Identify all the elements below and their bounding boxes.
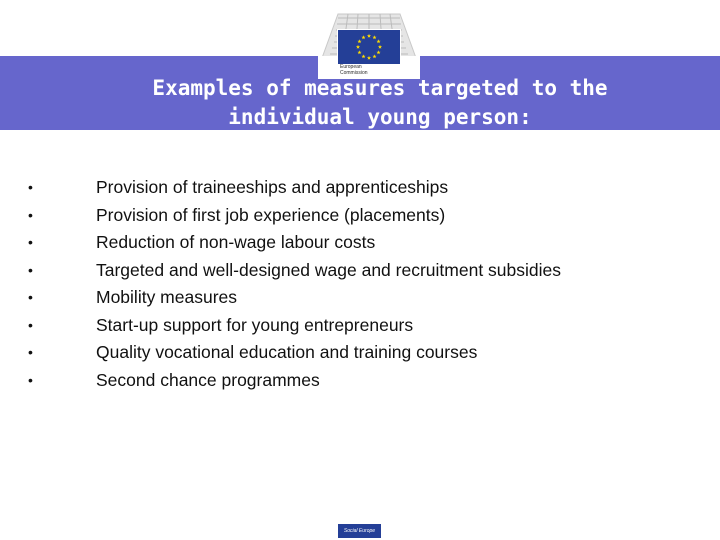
eu-star-icon	[376, 39, 380, 43]
bullet-dot-icon: •	[28, 234, 33, 250]
logo-text	[340, 64, 368, 76]
bullet-text: Quality vocational education and training courses	[96, 342, 478, 362]
bullet-list	[0, 174, 720, 394]
bullet-dot-icon: •	[28, 179, 33, 195]
bullet-text: Reduction of non-wage labour costs	[96, 232, 376, 252]
eu-star-icon	[378, 45, 382, 49]
bullet-item	[0, 229, 611, 257]
eu-star-icon	[357, 50, 361, 54]
bullet-text: Mobility measures	[96, 287, 238, 307]
bullet-text: Start-up support for young entrepreneurs	[96, 314, 414, 335]
eu-star-icon	[367, 34, 371, 38]
logo-line-1: European	[340, 64, 362, 70]
slide-title: Examples of measures targeted to the individual young person:	[152, 76, 608, 129]
bullet-dot-icon: •	[28, 344, 33, 360]
eu-star-icon	[376, 50, 380, 54]
bullet-item	[0, 284, 611, 312]
eu-star-icon	[357, 39, 361, 43]
bullet-text: Second chance programmes	[96, 369, 320, 390]
bullet-item	[0, 202, 611, 230]
bullet-text: Provision of first job experience (placements)	[96, 204, 446, 225]
eu-star-icon	[367, 56, 371, 60]
social-europe-badge: Social Europe	[338, 524, 381, 538]
bullet-dot-icon: •	[28, 206, 33, 223]
bullet-dot-icon: •	[28, 371, 33, 388]
bullet-item	[0, 174, 611, 202]
bullet-text: Targeted and well-designed wage and recruitment subsidies	[96, 259, 561, 280]
bullet-item	[0, 312, 611, 340]
eu-flag-icon	[337, 29, 401, 65]
bullet-dot-icon: •	[28, 316, 33, 333]
bullet-item	[0, 339, 611, 367]
eu-star-icon	[361, 54, 365, 58]
eu-star-icon	[372, 35, 376, 39]
eu-star-icon	[372, 54, 376, 58]
bullet-item	[0, 257, 611, 285]
bullet-text: Provision of traineeships and apprenticeships	[96, 177, 449, 197]
logo-line-2: Commission	[340, 70, 368, 76]
bullet-item	[0, 367, 611, 395]
bullet-dot-icon: •	[28, 289, 33, 305]
eu-star-icon	[356, 45, 360, 49]
bullet-dot-icon: •	[28, 261, 33, 278]
eu-star-icon	[361, 35, 365, 39]
